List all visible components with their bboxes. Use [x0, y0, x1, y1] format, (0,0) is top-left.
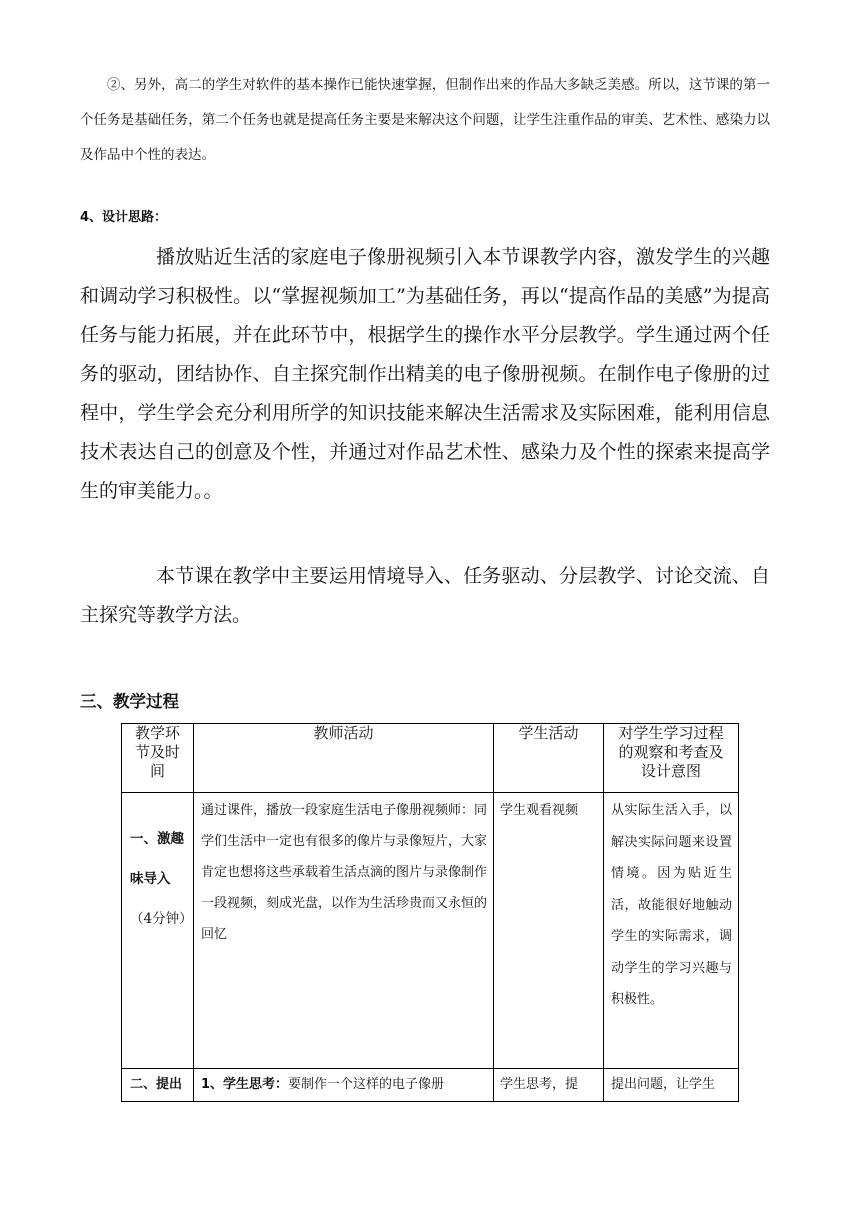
table-row: [122, 1069, 739, 1102]
student-activity-cell: 学生观看视频: [494, 793, 604, 1069]
teacher-activity-cell: 通过课件，播放一段家庭生活电子像册视频师：同学们生活中一定也有很多的像片与录像短片，大家肯定也想将这些承载着生活点滴的图片与录像制作一段视频，刻成光盘，以作为生活珍贵而又永恒的回忆: [194, 793, 494, 1069]
design-heading: 4、设计思路：: [80, 210, 168, 225]
observation-cell: 提出问题，让学生: [604, 1069, 739, 1102]
student-activity-cell: 学生思考，提: [494, 1069, 604, 1102]
stage-duration: （4分钟）: [130, 911, 193, 927]
stage-cell: [122, 793, 194, 1069]
design-paragraph-1: 播放贴近生活的家庭电子像册视频引入本节课教学内容，激发学生的兴趣和调动学习积极性。以“掌握视频加工”为基础任务，再以“提高作品的美感”为提高任务与能力拓展，并在此环节中，根据学生的操作水平分层教学。学生通过两个任务的驱动，团结协作、自主探究制作出精美的电子像册视频。在制作电子像册的过程中，学生学会充分利用所学的知识技能来解决生活需求及实际困难，能利用信息技术表达自己的创意及个性，并通过对作品艺术性、感染力及个性的探索来提高学生的审美能力。。: [80, 246, 770, 502]
header-teacher: 教师活动: [194, 724, 494, 793]
intro-paragraph: ②、另外，高二的学生对软件的基本操作已能快速掌握，但制作出来的作品大多缺乏美感。所以，这节课的第一个任务是基础任务，第二个任务也就是提高任务主要是来解决这个问题，让学生注重作品的审美、艺术性、感染力以及作品中个性的表达。: [80, 77, 770, 163]
teacher-activity-text: 要制作一个这样的电子像册: [288, 1077, 445, 1092]
header-observe: 对学生学习过程的观察和考查及设计意图: [604, 724, 739, 793]
header-student: 学生活动: [494, 724, 604, 793]
section-title: 三、教学过程: [80, 692, 179, 711]
stage-cell: 二、提出: [122, 1069, 194, 1102]
header-stage: 教学环节及时间: [122, 724, 194, 793]
observation-cell: 从实际生活入手，以解决实际问题来设置情境。因为贴近生活，故能很好地触动学生的实际需求，调动学生的学习兴趣与积极性。: [604, 793, 739, 1069]
teacher-activity-bold: 1、学生思考：: [201, 1077, 289, 1092]
teacher-activity-cell: [194, 1069, 494, 1102]
stage-label: 一、激趣味导入: [130, 831, 184, 887]
table-row: [122, 793, 739, 1069]
teaching-process-table: [121, 723, 739, 1102]
design-paragraph-2: 本节课在教学中主要运用情境导入、任务驱动、分层教学、讨论交流、自主探究等教学方法。: [80, 565, 770, 626]
table-header-row: [122, 724, 739, 793]
